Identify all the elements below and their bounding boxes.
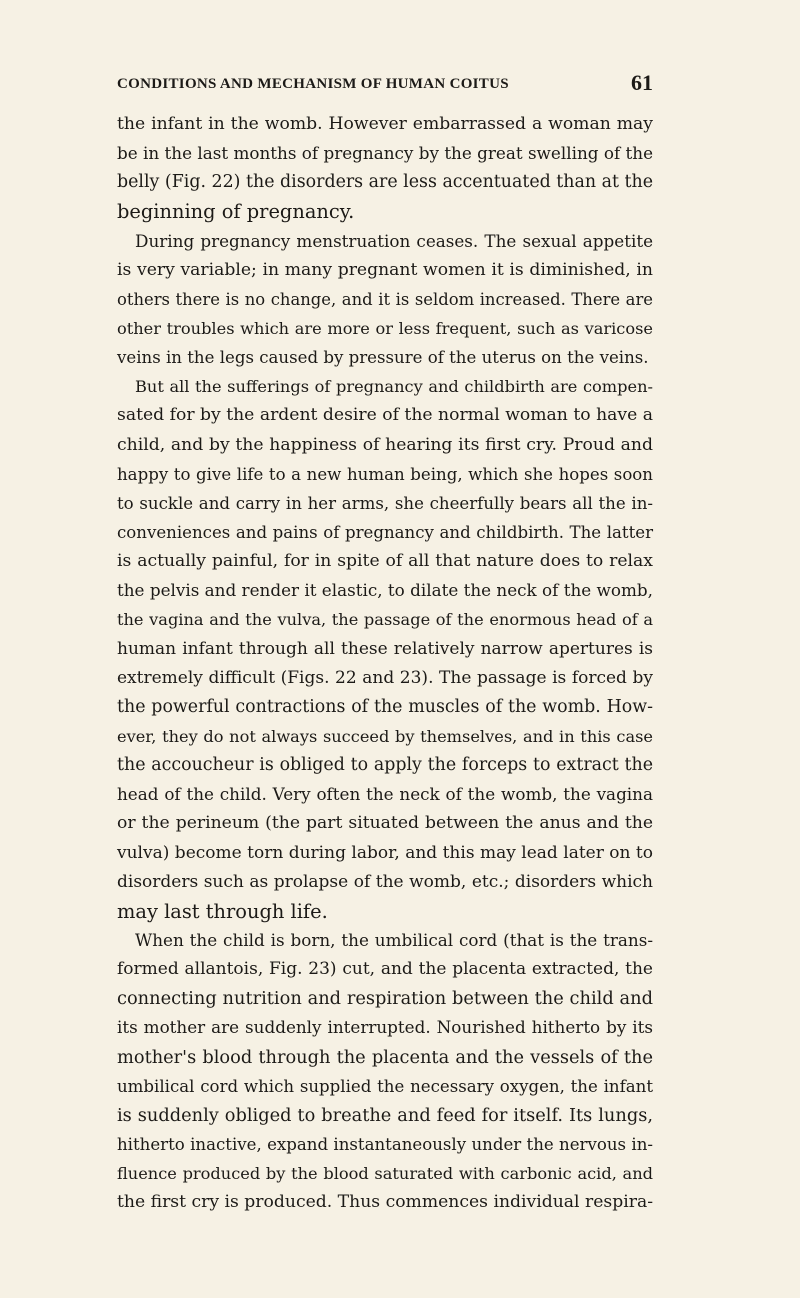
text-line: or the perineum (the part situated between the anus and the <box>117 813 653 834</box>
text-line: When the child is born, the umbilical cord (that is the trans- <box>135 929 653 950</box>
text-line: beginning of pregnancy. <box>117 200 355 224</box>
text-line: conveniences and pains of pregnancy and childbirth. The latter <box>117 522 653 542</box>
text-line: vulva) become torn during labor, and this may lead later on to <box>117 842 653 863</box>
text-line: other troubles which are more or less frequent, such as varicose <box>117 318 653 338</box>
body-text <box>117 110 653 1217</box>
text-line: belly (Fig. 22) the disorders are less accentuated than at the <box>117 172 653 193</box>
text-line: the first cry is produced. Thus commences individual respira- <box>117 1192 653 1213</box>
text-line: the pelvis and render it elastic, to dilate the neck of the womb, <box>117 580 653 601</box>
text-line: is actually painful, for in spite of all that nature does to relax <box>117 551 653 572</box>
text-line: be in the last months of pregnancy by the great swelling of the <box>117 143 653 164</box>
text-line: veins in the legs caused by pressure of the uterus on the veins. <box>117 348 649 368</box>
text-line: the vagina and the vulva, the passage of the enormous head of a <box>117 610 653 630</box>
running-head: CONDITIONS AND MECHANISM OF HUMAN COITUS <box>117 76 509 92</box>
text-line: child, and by the happiness of hearing its first cry. Proud and <box>117 434 653 455</box>
text-line: may last through life. <box>117 899 328 923</box>
text-line: human infant through all these relatively narrow apertures is <box>117 638 653 659</box>
text-line: But all the sufferings of pregnancy and childbirth are compen- <box>135 377 653 397</box>
page-header <box>117 70 653 98</box>
text-line: ever, they do not always succeed by themselves, and in this case <box>117 726 653 746</box>
text-line: connecting nutrition and respiration between the child and <box>117 988 653 1010</box>
text-line: fluence produced by the blood saturated with carbonic acid, and <box>117 1164 653 1184</box>
text-line: is very variable; in many pregnant women it is diminished, in <box>117 259 653 280</box>
text-line: to suckle and carry in her arms, she cheerfully bears all the in- <box>117 493 653 513</box>
text-line: the infant in the womb. However embarrassed a woman may <box>117 114 653 134</box>
text-line: head of the child. Very often the neck of the womb, the vagina <box>117 784 653 805</box>
text-line: mother's blood through the placenta and the vessels of the <box>117 1046 653 1068</box>
text-line: formed allantois, Fig. 23) cut, and the placenta extracted, the <box>117 959 653 980</box>
text-line: umbilical cord which supplied the necessary oxygen, the infant <box>117 1076 653 1096</box>
text-line: others there is no change, and it is seldom increased. There are <box>117 289 653 309</box>
text-line: hitherto inactive, expand instantaneously under the nervous in- <box>117 1134 653 1154</box>
text-line: the accoucheur is obliged to apply the forceps to extract the <box>117 755 653 776</box>
text-line: extremely difficult (Figs. 22 and 23). The passage is forced by <box>117 667 653 688</box>
text-line: the powerful contractions of the muscles of the womb. How- <box>117 696 653 717</box>
text-line: disorders such as prolapse of the womb, etc.; disorders which <box>117 871 653 892</box>
text-line: its mother are suddenly interrupted. Nourished hitherto by its <box>117 1017 653 1038</box>
text-line: During pregnancy menstruation ceases. The sexual appetite <box>135 230 653 251</box>
page-number: 61 <box>631 70 653 95</box>
text-line: is suddenly obliged to breathe and feed for itself. Its lungs, <box>117 1104 653 1126</box>
text-line: sated for by the ardent desire of the normal woman to have a <box>117 405 653 426</box>
text-line: happy to give life to a new human being, which she hopes soon <box>117 464 653 484</box>
